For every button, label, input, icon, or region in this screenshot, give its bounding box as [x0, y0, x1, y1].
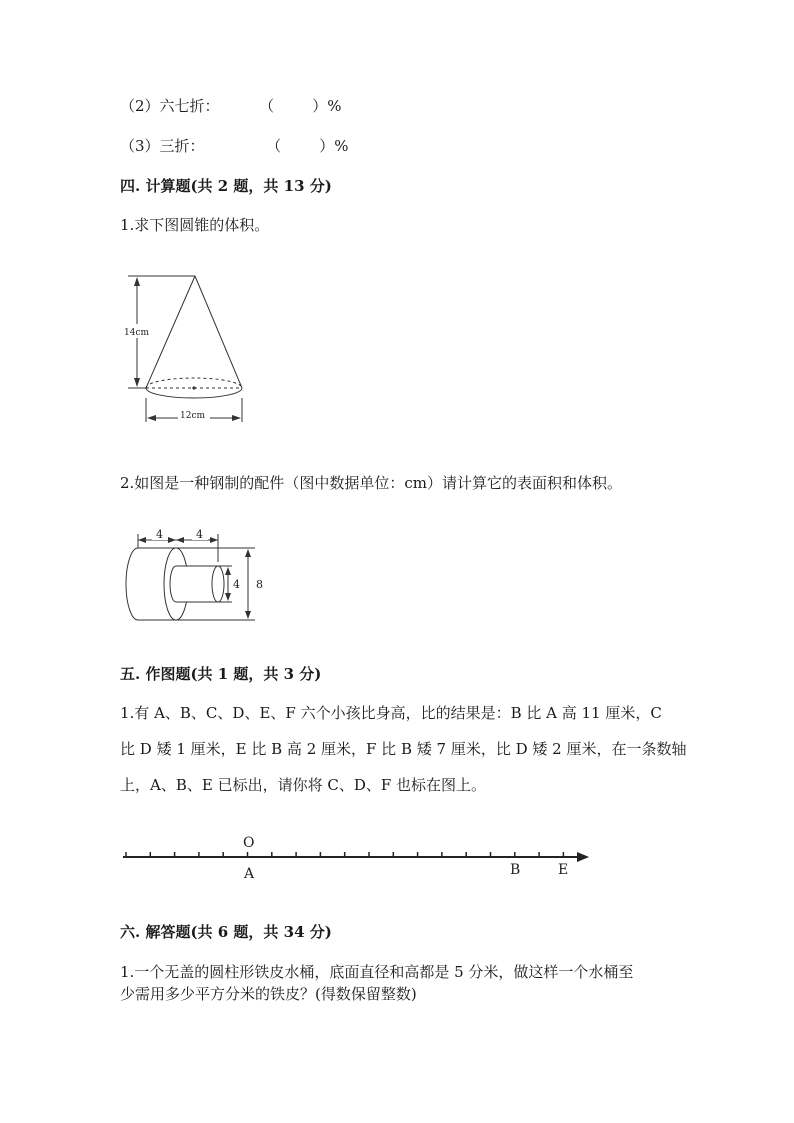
- question-text: 1.求下图圆锥的体积。: [120, 216, 270, 234]
- section-heading-drawing: 五. 作图题(共 1 题，共 3 分): [120, 665, 322, 683]
- steel-part-figure: [120, 526, 270, 626]
- question-text-line2: 少需用多少平方分米的铁皮？(得数保留整数): [120, 985, 417, 1003]
- cone-diameter-label: 12cm: [180, 411, 206, 421]
- question-text: 2.如图是一种钢制的配件（图中数据单位：cm）请计算它的表面积和体积。: [120, 474, 622, 492]
- dim-left-length: 4: [156, 528, 163, 541]
- cone-figure: [120, 266, 255, 426]
- percent-item-2: [120, 96, 342, 116]
- answer-blank: （ ）%: [259, 97, 342, 115]
- question-text-line1: 1.一个无盖的圆柱形铁皮水桶，底面直径和高都是 5 分米，做这样一个水桶至: [120, 963, 634, 981]
- dim-large-diameter: 8: [256, 578, 263, 591]
- percent-item-label: （2）六七折：: [120, 97, 220, 115]
- origin-label: O: [243, 835, 255, 851]
- answer-blank: （ ）%: [266, 137, 349, 155]
- section-heading-calc: 四. 计算题(共 2 题，共 13 分): [120, 177, 332, 195]
- point-a-label: A: [244, 866, 255, 882]
- question-text-line2: 比 D 矮 1 厘米，E 比 B 高 2 厘米，F 比 B 矮 7 厘米，比 D 矮 2 厘米，在一条数轴: [120, 740, 687, 758]
- dim-small-diameter: 4: [233, 578, 240, 591]
- question-text-line1: 1.有 A、B、C、D、E、F 六个小孩比身高，比的结果是：B 比 A 高 11 厘米，C: [120, 704, 662, 722]
- point-e-label: E: [558, 862, 569, 878]
- point-b-label: B: [510, 862, 521, 878]
- percent-item-label: （3）三折：: [120, 137, 205, 155]
- dim-right-length: 4: [196, 528, 203, 541]
- section-heading-answer: 六. 解答题(共 6 题，共 34 分): [120, 923, 332, 941]
- percent-item-3: [120, 136, 349, 156]
- number-line: [115, 830, 595, 885]
- cone-height-label: 14cm: [124, 328, 150, 338]
- question-text-line3: 上，A、B、E 已标出，请你将 C、D、F 也标在图上。: [120, 776, 487, 794]
